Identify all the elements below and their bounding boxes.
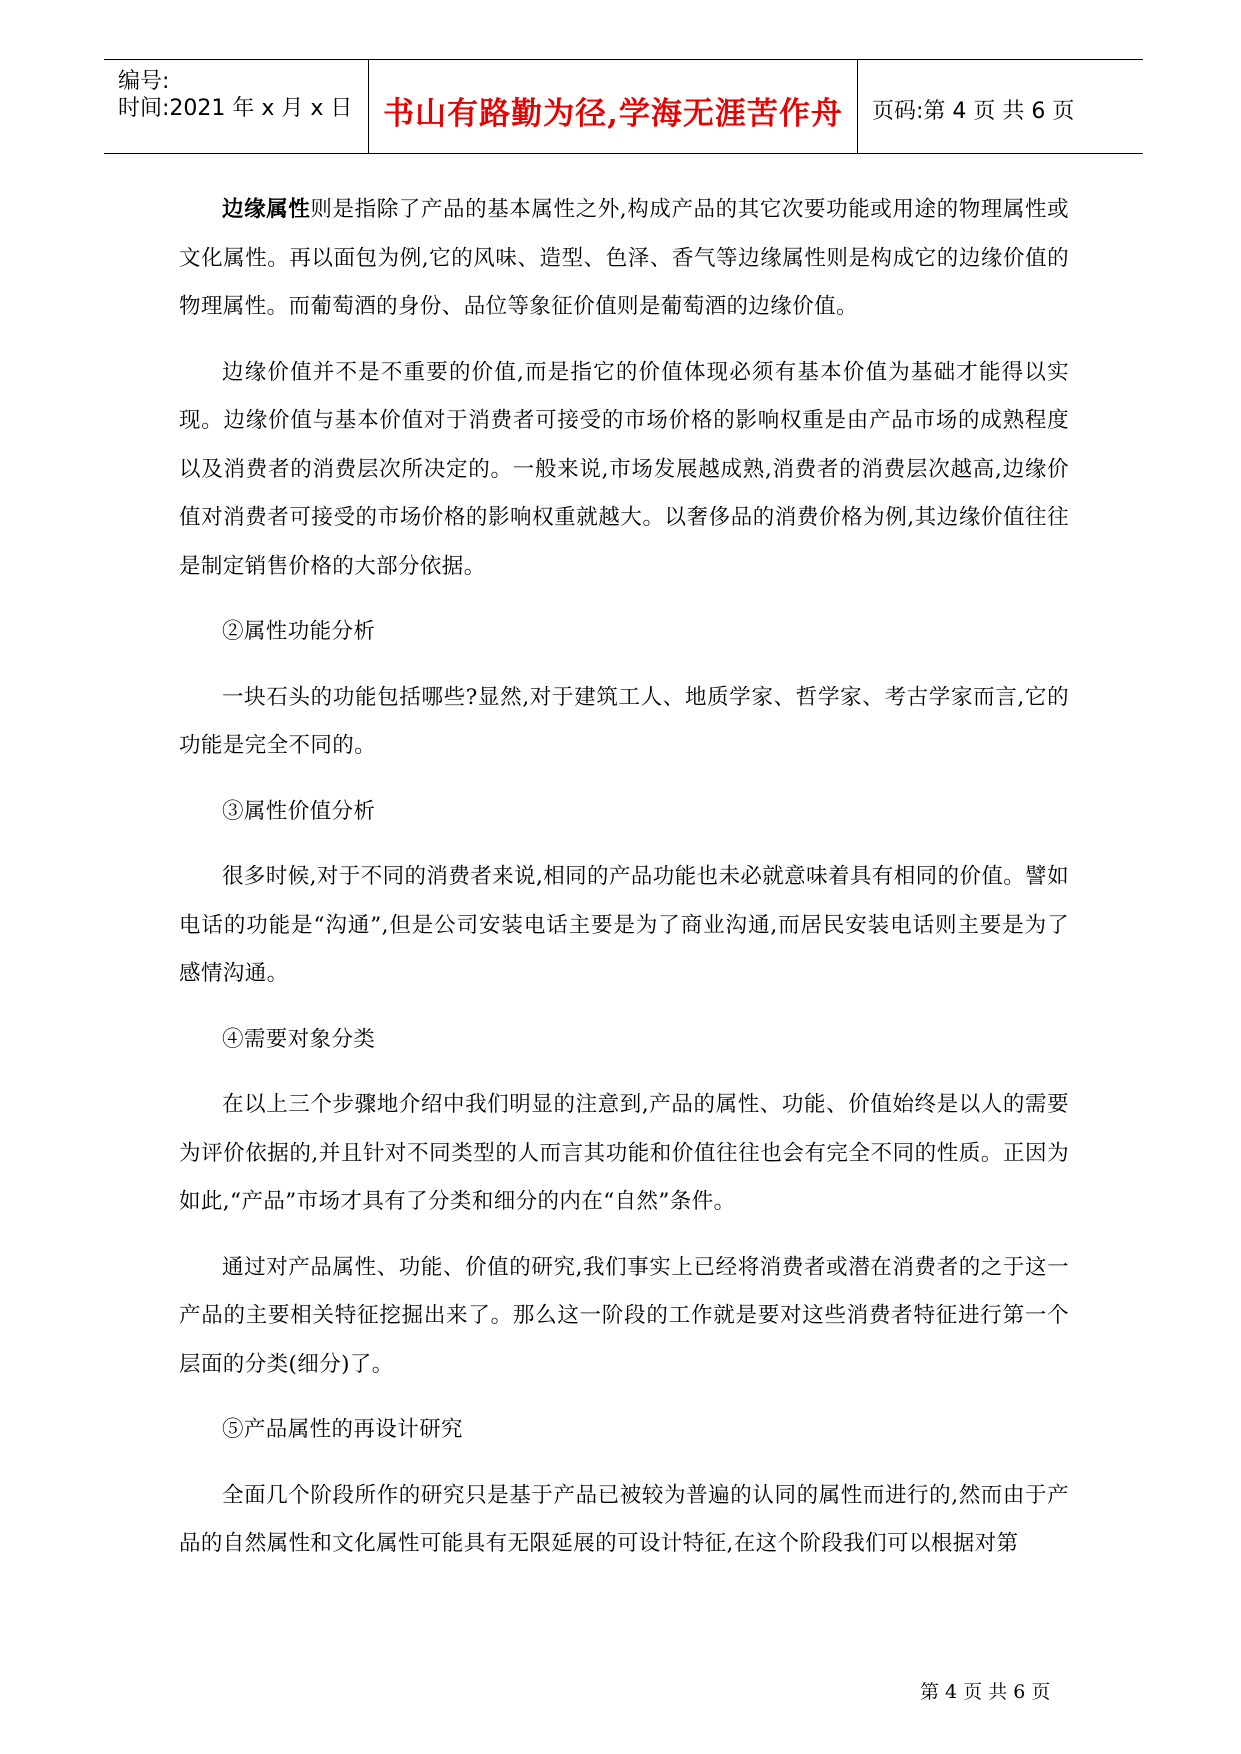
document-time-label: 时间:2021 年 x 月 x 日	[118, 96, 353, 121]
paragraph-stone-function: 一块石头的功能包括哪些?显然,对于建筑工人、地质学家、哲学家、考古学家而言,它的功能是完全不同的。	[179, 684, 1069, 758]
header-info-cell	[104, 60, 369, 153]
paragraph-consumer-features: 通过对产品属性、功能、价值的研究,我们事实上已经将消费者或潜在消费者的之于这一产品的主要相关特征挖掘出来了。那么这一阶段的工作就是要对这些消费者特征进行第一个层面的分类(细分)了。	[179, 1254, 1069, 1377]
paragraph-text: 则是指除了产品的基本属性之外,构成产品的其它次要功能或用途的物理属性或文化属性。再以面包为例,它的风味、造型、色泽、香气等边缘属性则是构成它的边缘价值的物理属性。而葡萄酒的身份、品位等象征价值则是葡萄酒的边缘价值。	[179, 197, 1069, 319]
paragraph-phone-value: 很多时候,对于不同的消费者来说,相同的产品功能也未必就意味着具有相同的价值。譬如电话的功能是“沟通”,但是公司安装电话主要是为了商业沟通,而居民安装电话则主要是为了感情沟通。	[179, 864, 1069, 986]
section-heading-need-classification: ④需要对象分类	[222, 1026, 376, 1052]
header-motto: 书山有路勤为径,学海无涯苦作舟	[383, 96, 843, 132]
header-page-code: 页码:第 4 页 共 6 页	[872, 99, 1075, 124]
section-heading-redesign-research: ⑤产品属性的再设计研究	[222, 1417, 463, 1442]
section-heading-function-analysis: ②属性功能分析	[222, 619, 376, 644]
document-body	[179, 186, 1069, 1569]
term-edge-attribute: 边缘属性	[222, 197, 311, 222]
page-footer: 第 4 页 共 6 页	[920, 1681, 1051, 1703]
header-page-cell	[858, 60, 1143, 153]
paragraph-redesign: 全面几个阶段所作的研究只是基于产品已被较为普遍的认同的属性而进行的,然而由于产品的自然属性和文化属性可能具有无限延展的可设计特征,在这个阶段我们可以根据对第	[179, 1482, 1069, 1556]
paragraph-edge-value: 边缘价值并不是不重要的价值,而是指它的价值体现必须有基本价值为基础才能得以实现。边缘价值与基本价值对于消费者可接受的市场价格的影响权重是由产品市场的成熟程度以及消费者的消费层次所决定的。一般来说,市场发展越成熟,消费者的消费层次越高,边缘价值对消费者可接受的市场价格的影响权重就越大。以奢侈品的消费价格为例,其边缘价值往往是制定销售价格的大部分依据。	[179, 359, 1069, 579]
header-motto-cell	[369, 60, 858, 153]
section-heading-value-analysis: ③属性价值分析	[222, 798, 376, 824]
paragraph-market-segmentation: 在以上三个步骤地介绍中我们明显的注意到,产品的属性、功能、价值始终是以人的需要为评价依据的,并且针对不同类型的人而言其功能和价值往往也会有完全不同的性质。正因为如此,“产品”市场才具有了分类和细分的内在“自然”条件。	[179, 1092, 1069, 1214]
page-header	[104, 59, 1143, 154]
document-number-label: 编号:	[118, 69, 170, 94]
paragraph-edge-attribute	[179, 186, 1069, 332]
